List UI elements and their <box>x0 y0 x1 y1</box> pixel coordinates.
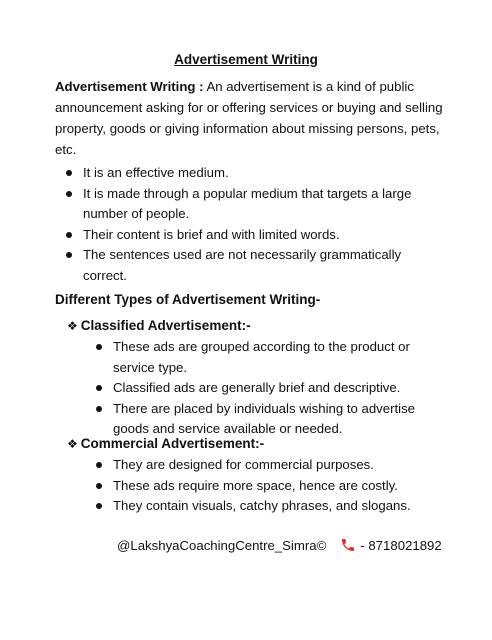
bullet-icon <box>96 462 102 468</box>
list-item: It is made through a popular medium that targets a large number of people. <box>55 184 445 225</box>
bullet-icon <box>96 385 102 391</box>
commercial-heading <box>67 436 264 451</box>
list-item: The sentences used are not necessarily grammatically correct. <box>55 245 445 286</box>
bullet-icon <box>66 191 72 197</box>
list-item: They are designed for commercial purposes. <box>85 455 435 476</box>
bullet-icon <box>96 503 102 509</box>
bullet-icon <box>96 483 102 489</box>
intro-label: Advertisement Writing : <box>55 79 204 94</box>
phone-icon <box>340 537 356 553</box>
commercial-list <box>85 455 435 517</box>
classified-heading <box>67 318 251 333</box>
bullet-icon <box>96 406 102 412</box>
list-item: These ads are grouped according to the product or service type. <box>85 337 435 378</box>
list-item: There are placed by individuals wishing to advertise goods and service available or needed. <box>85 399 435 440</box>
intro-text: An advertisement is a kind of public announcement asking for or offering services or buying and selling property, goods or giving information about missing persons, pets, etc. <box>55 79 443 157</box>
features-list <box>55 163 445 286</box>
bullet-icon <box>96 344 102 350</box>
list-item: Their content is brief and with limited words. <box>55 225 445 246</box>
page-title: Advertisement Writing <box>174 52 318 67</box>
types-heading: Different Types of Advertisement Writing- <box>55 292 321 307</box>
footer <box>117 537 442 553</box>
classified-list <box>85 337 435 440</box>
bullet-icon <box>66 170 72 176</box>
list-item: They contain visuals, catchy phrases, and slogans. <box>85 496 435 517</box>
footer-phone: - 8718021892 <box>360 537 442 553</box>
diamond-icon: ❖ <box>67 436 78 451</box>
diamond-icon: ❖ <box>67 318 78 333</box>
commercial-label: Commercial Advertisement:- <box>80 436 265 451</box>
bullet-icon <box>66 252 72 258</box>
footer-handle: @LakshyaCoachingCentre_Simra© <box>117 537 327 553</box>
intro-paragraph <box>55 76 450 160</box>
list-item: It is an effective medium. <box>55 163 445 184</box>
classified-label: Classified Advertisement:- <box>80 318 251 333</box>
bullet-icon <box>66 232 72 238</box>
list-item: Classified ads are generally brief and descriptive. <box>85 378 435 399</box>
list-item: These ads require more space, hence are costly. <box>85 476 435 497</box>
